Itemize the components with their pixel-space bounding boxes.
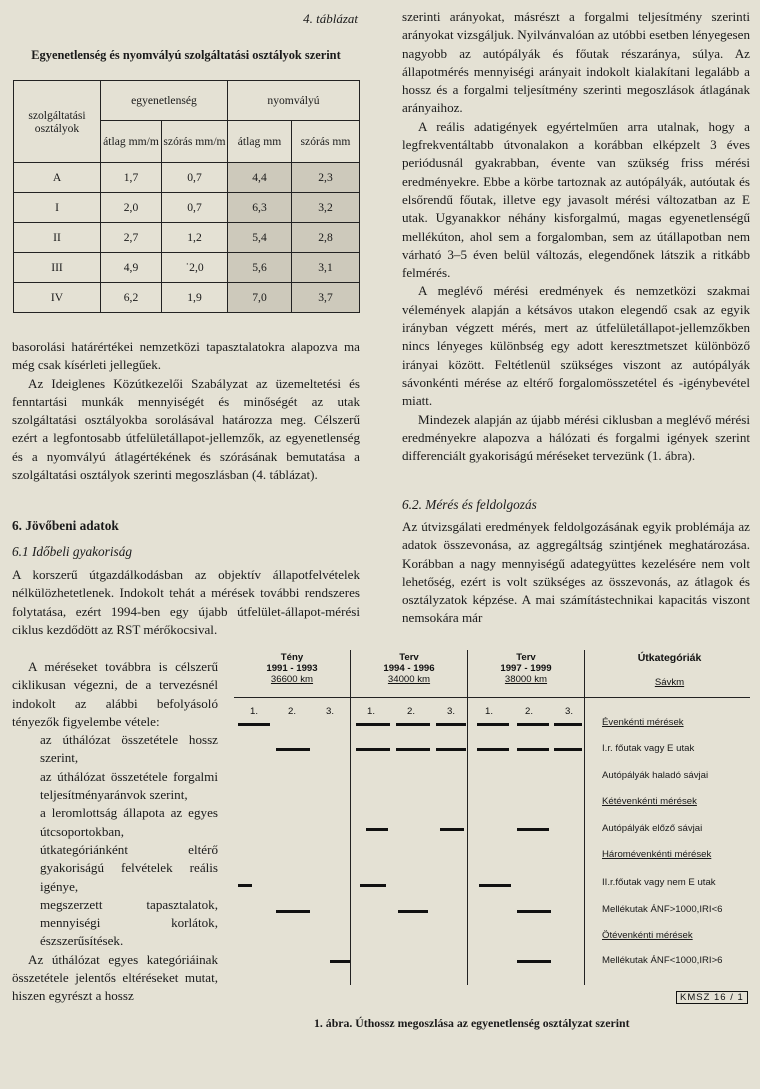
- table-cell: 0,7: [162, 163, 228, 193]
- paragraph: Az útvizsgálati eredmények feldolgozásának egyik problémája az adatok összevonása, az aggregáltság szintjének meghatározása. Korábban a nagy mennyiségű adategyüttes kezelésére nem volt lehetőség, ezért is volt szükséges az összevonás, az átlagok és osztályzatok képzése. A mai számítástechnikai kapacitás viszont nemsokára már: [402, 519, 750, 626]
- figure-rule: [234, 697, 750, 698]
- schedule-bar: [366, 828, 388, 831]
- table-row: [14, 193, 360, 223]
- period-km: 36600 km: [270, 674, 314, 685]
- list-item: az úthálózat összetétele hossz szerint,: [40, 732, 218, 766]
- col-number: 1.: [367, 706, 376, 717]
- row-header: szolgáltatási osztályok: [14, 81, 101, 163]
- schedule-bar: [396, 748, 430, 751]
- table-cell: 2,3: [292, 163, 360, 193]
- schedule-bar: [330, 960, 350, 963]
- schedule-bar: [436, 723, 466, 726]
- figure-1: [234, 648, 754, 1028]
- table-cell: 1,9: [162, 283, 228, 313]
- table-cell: ˙2,0: [162, 253, 228, 283]
- table-cell: I: [14, 193, 101, 223]
- schedule-bar: [356, 748, 390, 751]
- schedule-bar: [356, 723, 390, 726]
- paragraph: A méréseket továbbra is célszerű ciklikusan végezni, de a tervezésnél indokolt az alábbi befolyásoló tényezők figyelembe vétele:: [12, 659, 218, 729]
- figure-divider: [584, 650, 585, 985]
- table-cell: 2,7: [101, 223, 162, 253]
- table-cell: 1,2: [162, 223, 228, 253]
- table-cell: 2,8: [292, 223, 360, 253]
- schedule-bar: [276, 748, 310, 751]
- schedule-bar: [360, 884, 386, 887]
- table-cell: 7,0: [228, 283, 292, 313]
- paragraph: A reális adatigények egyértelműen arra utalnak, hogy a legfrekventáltabb útvonalakon a korábban elképzelt 3 éves periódusnál gyakrabban, évente van szükség friss mérési eredményekre. Ebbe a körbe tartoznak az autópályák, autóutak és elsőrendű főutak, illetve egy javasolt mérési változatban az E utak. Ugyanakkor néhány kisforgalmú, magas egyenetlenségű mellékúton, ahol sem a forgalomban, sem az útállapotban nem várható 3–5 éven belül változás, elegendőnek látszik a ritkább felmérés.: [402, 118, 750, 281]
- table-cell: II: [14, 223, 101, 253]
- table-cell: 4,4: [228, 163, 292, 193]
- table-cell: 6,2: [101, 283, 162, 313]
- table-title: Egyenetlenség és nyomvályú szolgáltatási osztályok szerint: [31, 48, 341, 62]
- schedule-bar: [554, 748, 582, 751]
- group-header-roughness: egyenetlenség: [101, 81, 228, 121]
- category-heading: Háromévenkénti mérések: [602, 849, 712, 860]
- table-row: [14, 163, 360, 193]
- col-number: 3.: [447, 706, 456, 717]
- col-number: 2.: [288, 706, 297, 717]
- col-number: 1.: [250, 706, 259, 717]
- category-label: Mellékutak ÁNF<1000,IRI>6: [602, 955, 723, 966]
- col-number: 2.: [407, 706, 416, 717]
- schedule-bar: [517, 748, 549, 751]
- table-cell: 6,3: [228, 193, 292, 223]
- right-column: [402, 8, 750, 465]
- group-header-rut: nyomvályú: [228, 81, 360, 121]
- category-heading: Ötévenkénti mérések: [602, 930, 693, 941]
- col-number: 3.: [565, 706, 574, 717]
- paragraph: basorolási határértékei nemzetközi tapasztalatokra alapozva ma még csak kísérleti jellegűek.: [12, 339, 360, 373]
- schedule-bar: [238, 884, 252, 887]
- table-cell: 5,6: [228, 253, 292, 283]
- subsection-heading: 6.2. Mérés és feldolgozás: [402, 497, 537, 512]
- schedule-bar: [396, 723, 430, 726]
- schedule-bar: [477, 723, 509, 726]
- period-header: [234, 652, 350, 685]
- category-label: Autópályák előző sávjai: [602, 823, 703, 834]
- table-cell: III: [14, 253, 101, 283]
- schedule-bar: [517, 723, 549, 726]
- subsection-heading: 6.1 Időbeli gyakoriság: [12, 544, 133, 559]
- period-years: 1994 - 1996: [383, 663, 435, 674]
- schedule-bar: [517, 960, 551, 963]
- table-cell: 3,7: [292, 283, 360, 313]
- list-item: az úthálózat összetétele forgalmi teljesítményaránvok szerint,: [40, 768, 218, 803]
- schedule-bar: [554, 723, 582, 726]
- paragraph: Mindezek alapján az újabb mérési ciklusban a meglévő mérési eredményekre alapozva a hálózati és forgalmi igények szerint differenciált gyakoriságú méréseket tervezünk (1. ábra).: [402, 411, 750, 464]
- schedule-bar: [238, 723, 270, 726]
- left-para-wide: [12, 566, 360, 658]
- list-item: útkategóriánként eltérő gyakoriságú felvételek reális igénye,: [40, 841, 218, 894]
- period-years: 1997 - 1999: [500, 663, 552, 674]
- paragraph: Az Ideiglenes Közútkezelői Szabályzat az üzemeltetési és fenntartási munkák mennyiségét és minőségét az utak szolgáltatási osztályokba sorolásával határozza meg. Célszerű ezért a legfontosabb útfelületállapot-jellemzők, az egyenetlenség és a nyomvályú átlagértékének és szórásának bemutatása a szolgáltatási osztályok szerinti megoszlásban (4. táblázat).: [12, 375, 360, 483]
- category-label: Autópályák haladó sávjai: [602, 770, 709, 781]
- paragraph: A korszerű útgazdálkodásban az objektív állapotfelvételek nélkülözhetetlenek. Indokolt tehát a mérések további rendszeres folytatása, ezért 1994-ben egy újabb útfelület-állapot-mérési ciklus kezdődött az RST mérőkocsival.: [12, 567, 360, 637]
- table-caption: 4. táblázat: [303, 11, 358, 26]
- period-years: 1991 - 1993: [266, 663, 318, 674]
- schedule-bar: [440, 828, 464, 831]
- table-cell: 5,4: [228, 223, 292, 253]
- col-header: átlag mm: [228, 121, 292, 163]
- period-label: Terv: [516, 652, 536, 663]
- section-heading: 6. Jövőbeni adatok: [12, 518, 119, 533]
- table-row: [14, 223, 360, 253]
- schedule-bar: [517, 910, 551, 913]
- list-item: megszerzett tapasztalatok, mennyiségi korlátok, észszerűsítések.: [40, 896, 218, 949]
- right-column-lower: [402, 518, 750, 646]
- paragraph: szerinti arányokat, másrészt a forgalmi teljesítmény szerinti arányokat vizsgáljuk. Nyilvánvalóan az utóbbi esetben lényegesen nagyobb az autópályák és főutak részaránya, súlya. Az állapotmérés mennyiségi arányait indokolt kialakítani legalább a hossz és a forgalmi teljesítmény szerinti megoszlások átlagának arányaihoz.: [402, 9, 750, 116]
- col-header: átlag mm/m: [101, 121, 162, 163]
- figure-caption: 1. ábra. Úthossz megoszlása az egyenetlenség osztályzat szerint: [314, 1016, 630, 1030]
- table-row: [14, 283, 360, 313]
- category-subheader: Sávkm: [654, 677, 685, 688]
- schedule-bar: [477, 748, 509, 751]
- table-cell: IV: [14, 283, 101, 313]
- schedule-bar: [436, 748, 466, 751]
- period-header: [468, 652, 584, 685]
- figure-divider: [350, 650, 351, 985]
- category-label: II.r.főutak vagy nem E utak: [602, 877, 716, 888]
- period-label: Tény: [280, 652, 304, 663]
- table-row: [14, 253, 360, 283]
- figure-divider: [467, 650, 468, 985]
- col-number: 3.: [326, 706, 335, 717]
- col-header: szórás mm: [292, 121, 360, 163]
- list-item: a leromlottság állapota az egyes útcsoportokban,: [40, 805, 218, 839]
- paragraph: A meglévő mérési eredmények és nemzetközi szakmai vélemények alapján a kétsávos utakon elegendő csak az egyik irányban végzett mérés, mert az útfelületállapot-jellemzőkben nincs lényeges különbség egy adott keresztmetszet különböző irányai között. Feltétlenül szükséges viszont az autópályák sávonkénti mérése az eltérő forgalomösszetétel és -igénybevétel miatt.: [402, 283, 750, 409]
- schedule-bar: [276, 910, 310, 913]
- period-km: 34000 km: [387, 674, 431, 685]
- table-cell: 3,2: [292, 193, 360, 223]
- col-number: 1.: [485, 706, 494, 717]
- category-heading: Évenkénti mérések: [602, 717, 684, 728]
- table-cell: 2,0: [101, 193, 162, 223]
- figure-reference: KMSZ 16 / 1: [676, 991, 748, 1004]
- period-km: 38000 km: [504, 674, 548, 685]
- category-heading: Kétévenkénti mérések: [602, 796, 697, 807]
- schedule-bar: [398, 910, 428, 913]
- data-table: [13, 80, 360, 313]
- table-cell: 1,7: [101, 163, 162, 193]
- col-number: 2.: [525, 706, 534, 717]
- period-header: [351, 652, 467, 685]
- table-cell: 0,7: [162, 193, 228, 223]
- category-label: I.r. főutak vagy E utak: [602, 743, 695, 754]
- table-cell: A: [14, 163, 101, 193]
- left-column-narrow: [12, 658, 218, 1006]
- period-label: Terv: [399, 652, 419, 663]
- table-cell: 3,1: [292, 253, 360, 283]
- category-label: Mellékutak ÁNF>1000,IRI<6: [602, 904, 723, 915]
- factor-list: [12, 731, 218, 951]
- paragraph: Az úthálózat egyes kategóriáinak összetétele jelentős eltéréseket mutat, hiszen egyrészt a hossz: [12, 951, 218, 1004]
- left-column-upper: [12, 338, 360, 484]
- schedule-bar: [517, 828, 549, 831]
- category-header: Útkategóriák: [637, 652, 702, 664]
- schedule-bar: [479, 884, 511, 887]
- col-header: szórás mm/m: [162, 121, 228, 163]
- table-cell: 4,9: [101, 253, 162, 283]
